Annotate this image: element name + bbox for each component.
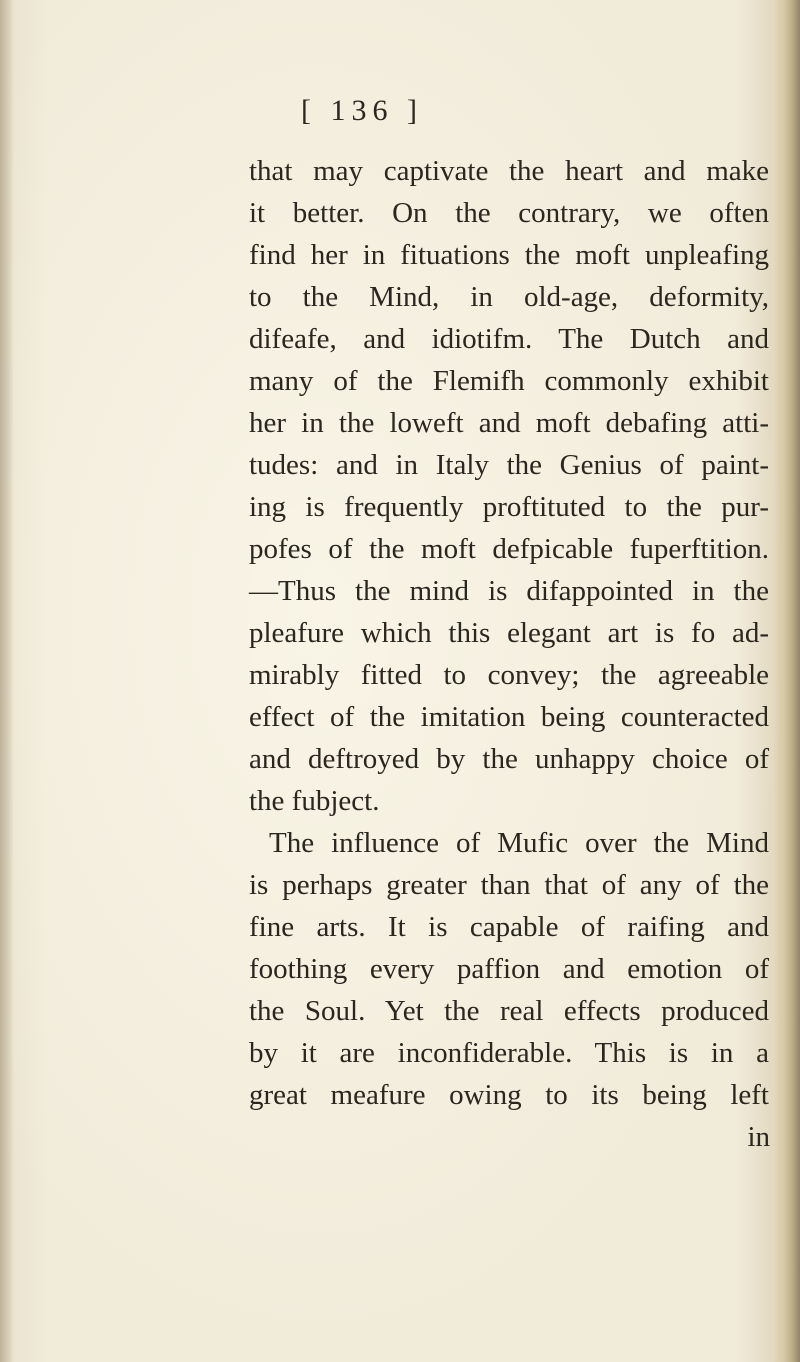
page-edge (774, 0, 800, 1362)
text-line: pleafure which this elegant art is fo ad- (249, 617, 769, 649)
text-line: foothing every paffion and emotion of (249, 953, 769, 985)
text-line: mirably fitted to convey; the agreeable (249, 659, 769, 691)
text-line: find her in fituations the moft unpleafing (249, 239, 769, 271)
page-number: [ 136 ] (301, 94, 423, 127)
text-line: —Thus the mind is difappointed in the (249, 575, 769, 607)
text-line: that may captivate the heart and make (249, 155, 769, 187)
text-line: fine arts. It is capable of raifing and (249, 911, 769, 943)
text-line: many of the Flemifh commonly exhibit (249, 365, 769, 397)
catchword: in (747, 1121, 770, 1153)
binding-gutter (0, 0, 14, 1362)
text-line: it better. On the contrary, we often (249, 197, 769, 229)
body-text (249, 150, 769, 1158)
text-line: ing is frequently proftituted to the pur- (249, 491, 769, 523)
text-line: by it are inconfiderable. This is in a (249, 1037, 769, 1069)
text-line: effect of the imitation being counteracted (249, 701, 769, 733)
text-line: pofes of the moft defpicable fuperftition. (249, 533, 769, 565)
text-line: is perhaps greater than that of any of the (249, 869, 769, 901)
text-line: and deftroyed by the unhappy choice of (249, 743, 769, 775)
text-line: The influence of Mufic over the Mind (269, 827, 769, 859)
text-line: great meafure owing to its being left (249, 1079, 769, 1111)
text-line: her in the loweft and moft debafing atti- (249, 407, 769, 439)
text-line: to the Mind, in old-age, deformity, (249, 281, 769, 313)
text-line: tudes: and in Italy the Genius of paint- (249, 449, 769, 481)
text-line: the Soul. Yet the real effects produced (249, 995, 769, 1027)
text-line: difeafe, and idiotifm. The Dutch and (249, 323, 769, 355)
text-line: the fubject. (249, 785, 380, 817)
